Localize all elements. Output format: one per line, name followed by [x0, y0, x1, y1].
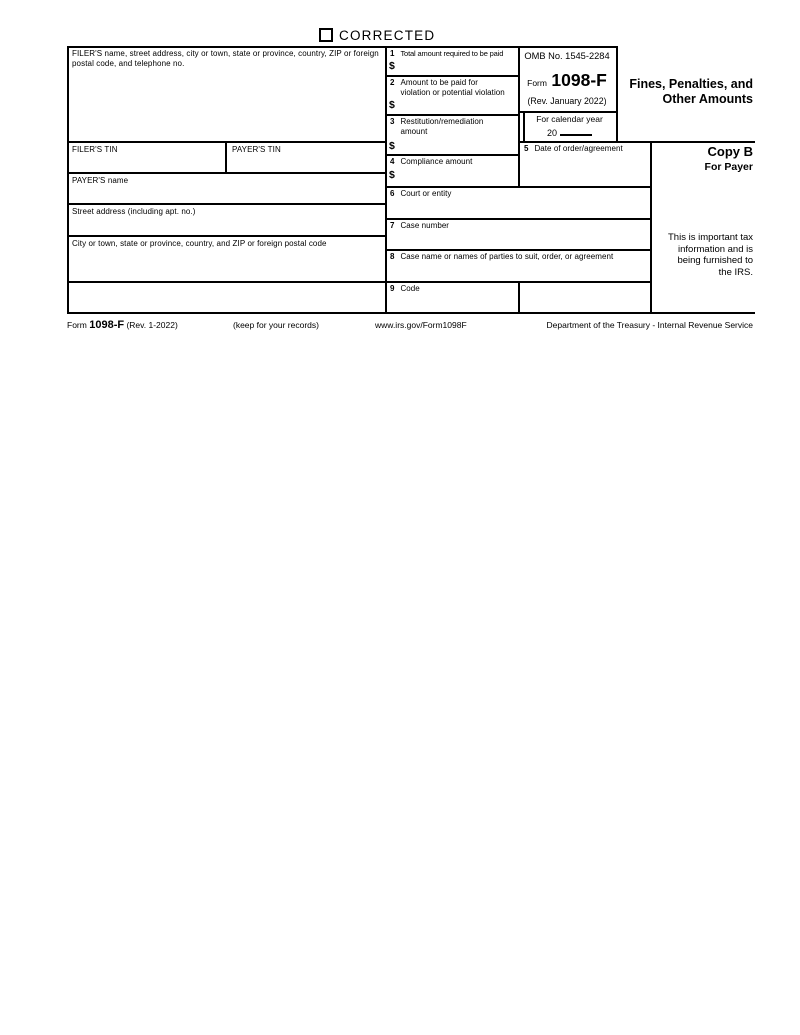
box6-label: 6 Court or entity: [390, 189, 452, 198]
box2-label: 2 Amount to be paid for violation or potential violation: [390, 78, 505, 97]
corrected-checkbox[interactable]: [319, 28, 333, 42]
box5-number: 5: [524, 144, 529, 153]
box3-number: 3: [390, 117, 395, 126]
calendar-year-label: For calendar year: [536, 114, 603, 124]
for-payer-label: For Payer: [704, 161, 753, 173]
form-number: 1098-F: [551, 70, 607, 90]
calendar-year-row: [523, 124, 616, 138]
divider: [385, 218, 650, 220]
calendar-year-blank[interactable]: [560, 124, 592, 136]
divider: [518, 141, 755, 143]
divider: [650, 141, 652, 314]
divider: [385, 249, 650, 251]
footer-form-id: [67, 320, 178, 331]
payer-tin-label: PAYER'S TIN: [232, 145, 281, 154]
form-number-block: [518, 70, 616, 91]
divider: [518, 46, 520, 186]
revision-label: (Rev. January 2022): [527, 96, 607, 106]
divider: [67, 46, 616, 48]
box1-dollar-sign: $: [389, 60, 395, 72]
divider: [616, 46, 618, 141]
divider: [67, 281, 650, 283]
divider: [67, 235, 385, 237]
box8-number: 8: [390, 252, 395, 261]
department-label: Department of the Treasury - Internal Revenue Service: [546, 320, 753, 330]
divider: [67, 172, 385, 174]
divider: [385, 186, 650, 188]
corrected-label: CORRECTED: [339, 28, 436, 43]
box9-label: 9 Code: [390, 284, 420, 293]
filer-tin-label: FILER'S TIN: [72, 145, 118, 154]
copy-b-label: Copy B: [707, 144, 753, 159]
footer-form-word: Form: [67, 320, 87, 330]
divider: [225, 141, 227, 172]
box4-dollar-sign: $: [389, 169, 395, 181]
box7-number: 7: [390, 221, 395, 230]
irs-url[interactable]: www.irs.gov/Form1098F: [375, 320, 467, 330]
box4-number: 4: [390, 157, 395, 166]
box3-dollar-sign: $: [389, 140, 395, 152]
divider: [67, 46, 69, 314]
city-label: City or town, state or province, country, and ZIP or foreign postal code: [72, 239, 327, 248]
divider: [385, 75, 518, 77]
box7-label: 7 Case number: [390, 221, 450, 230]
street-address-label: Street address (including apt. no.): [72, 207, 196, 216]
important-tax-notice: This is important tax information and is being furnished to the IRS.: [668, 232, 753, 278]
box8-label: 8 Case name or names of parties to suit, order, or agreement: [390, 252, 614, 261]
keep-for-records-label: (keep for your records): [233, 320, 319, 330]
calendar-year-prefix: 20: [546, 128, 557, 138]
form-word: Form: [527, 78, 547, 88]
divider: [385, 154, 518, 156]
box6-number: 6: [390, 189, 395, 198]
box2-number: 2: [390, 78, 395, 87]
divider: [67, 203, 385, 205]
form-title: Fines, Penalties, and Other Amounts: [629, 77, 753, 106]
box1-number: 1: [390, 49, 395, 58]
divider: [518, 111, 616, 113]
omb-number: OMB No. 1545-2284: [524, 51, 610, 61]
box2-dollar-sign: $: [389, 99, 395, 111]
box4-label: 4 Compliance amount: [390, 157, 473, 166]
divider: [385, 46, 387, 314]
box3-label: 3 Restitution/remediation amount: [390, 117, 484, 136]
box1-label: 1 Total amount required to be paid: [390, 49, 504, 58]
box5-label: 5 Date of order/agreement: [524, 144, 623, 153]
payer-name-label: PAYER'S name: [72, 176, 129, 185]
footer-revision: (Rev. 1-2022): [126, 320, 178, 330]
divider: [518, 281, 520, 314]
divider: [385, 114, 518, 116]
box9-number: 9: [390, 284, 395, 293]
filer-info-label: FILER'S name, street address, city or town, state or province, country, ZIP or foreign postal code, and telephone no.: [72, 49, 379, 68]
footer-form-number: 1098-F: [89, 319, 125, 331]
